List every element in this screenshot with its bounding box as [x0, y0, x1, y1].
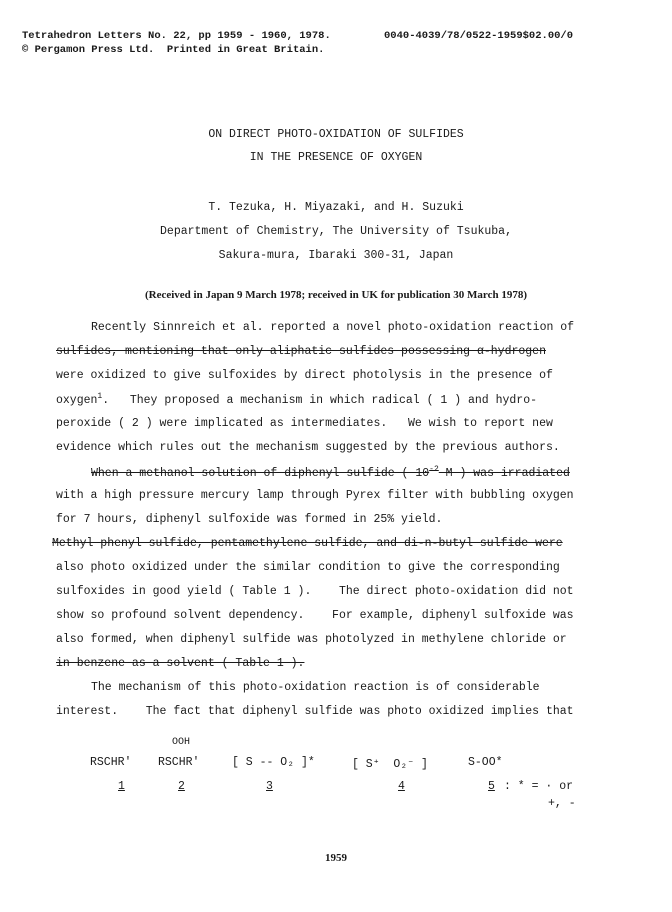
body-text: M ) was irradiated: [438, 466, 570, 480]
received-line: (Received in Japan 9 March 1978; received in UK for publication 30 March 1978): [144, 289, 528, 301]
structure-4: [ S⁺ O₂⁻ ]: [352, 758, 428, 771]
affiliation-line-1: Department of Chemistry, The University of Tsukuba,: [160, 225, 512, 238]
body-line: Recently Sinnreich et al. reported a novel photo-oxidation reaction of: [91, 321, 575, 334]
body-text: When a methanol solution of diphenyl sulfide ( 10: [91, 466, 430, 480]
body-line: were oxidized to give sulfoxides by direct photolysis in the presence of: [56, 369, 553, 382]
compound-number-3: 3: [266, 780, 273, 793]
structure-3: [ S -- O₂ ]*: [232, 756, 315, 769]
structure-1: RSCHR': [90, 756, 132, 769]
structure-2: RSCHR': [158, 756, 200, 769]
compound-number-2: 2: [178, 780, 185, 793]
body-text: . They proposed a mechanism in which radical ( 1 ) and hydro-: [102, 393, 538, 407]
journal-header: Tetrahedron Letters No. 22, pp 1959 - 1960, 1978.: [22, 30, 331, 42]
body-line: [91, 465, 570, 480]
structure-5: S-OO*: [468, 756, 503, 769]
body-line: also formed, when diphenyl sulfide was photolyzed in methylene chloride or: [56, 633, 567, 646]
reference-mark: 1: [97, 392, 103, 401]
body-line: with a high pressure mercury lamp through Pyrex filter with bubbling oxygen: [56, 489, 574, 502]
article-code: 0040-4039/78/0522-1959$02.00/0: [384, 30, 574, 42]
publisher-line: © Pergamon Press Ltd. Printed in Great Britain.: [22, 44, 325, 56]
body-line: evidence which rules out the mechanism suggested by the previous authors.: [56, 441, 560, 454]
title-line-1: ON DIRECT PHOTO-OXIDATION OF SULFIDES: [208, 128, 464, 141]
page-number: 1959: [325, 852, 347, 864]
body-line: also photo oxidized under the similar condition to give the corresponding: [56, 561, 560, 574]
structure-2-substituent: OOH: [172, 737, 191, 748]
body-line: The mechanism of this photo-oxidation reaction is of considerable: [91, 681, 540, 694]
body-line: for 7 hours, diphenyl sulfoxide was formed in 25% yield.: [56, 513, 443, 526]
structure-note-2: +, -: [548, 797, 576, 810]
body-line: interest. The fact that diphenyl sulfide was photo oxidized implies that: [56, 705, 574, 718]
body-text: oxygen: [56, 393, 98, 407]
title-line-2: IN THE PRESENCE OF OXYGEN: [249, 151, 423, 164]
affiliation-line-2: Sakura-mura, Ibaraki 300-31, Japan: [218, 249, 454, 262]
compound-number-5: 5: [488, 780, 495, 793]
body-line: sulfoxides in good yield ( Table 1 ). The direct photo-oxidation did not: [56, 585, 574, 598]
body-line: Methyl phenyl sulfide, pentamethylene sulfide, and di-n-butyl sulfide were: [52, 537, 563, 550]
body-line: show so profound solvent dependency. For example, diphenyl sulfoxide was: [56, 609, 574, 622]
body-line: peroxide ( 2 ) were implicated as intermediates. We wish to report new: [56, 417, 553, 430]
compound-number-1: 1: [118, 780, 125, 793]
exponent: -2: [429, 465, 439, 474]
authors: T. Tezuka, H. Miyazaki, and H. Suzuki: [208, 201, 464, 214]
body-line: sulfides, mentioning that only aliphatic sulfides possessing α-hydrogen: [56, 345, 546, 358]
structure-note: : * = · or: [504, 780, 574, 793]
compound-number-4: 4: [398, 780, 405, 793]
body-line: [56, 392, 537, 407]
body-line: in benzene as a solvent ( Table 1 ).: [56, 657, 305, 670]
